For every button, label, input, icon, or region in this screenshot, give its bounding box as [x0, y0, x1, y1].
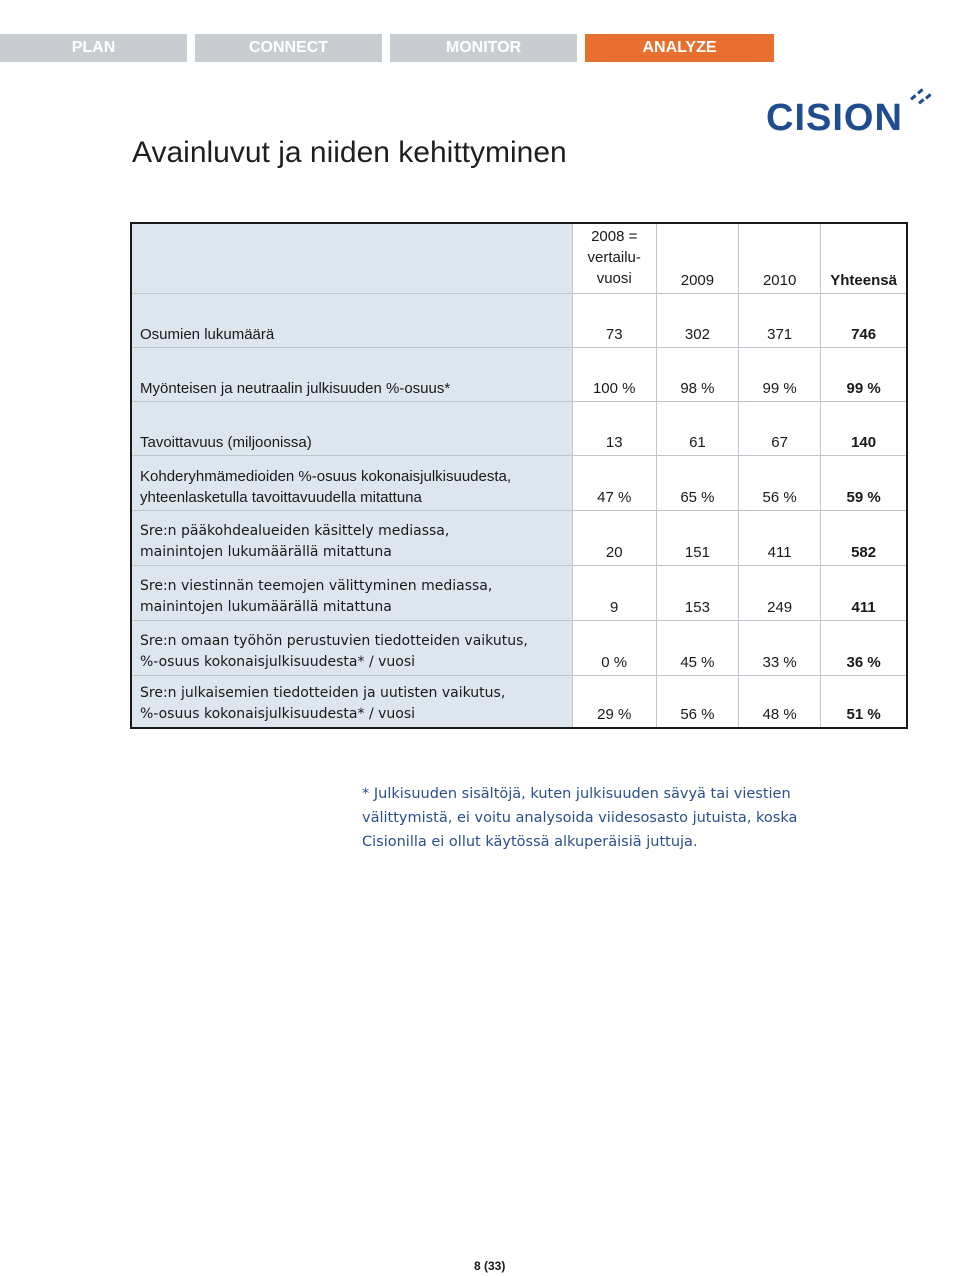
cell-total: 99 %	[821, 347, 907, 401]
row-label: Sre:n omaan työhön perustuvien tiedotteiden vaikutus, %-osuus kokonaisjulkisuudesta* / vuosi	[131, 620, 572, 675]
cell-total: 140	[821, 401, 907, 455]
cell-value: 100 %	[572, 347, 656, 401]
top-strip	[0, 0, 960, 4]
table-row	[131, 401, 907, 455]
cell-value: 98 %	[656, 347, 738, 401]
cell-value: 61	[656, 401, 738, 455]
cell-value: 56 %	[656, 675, 738, 728]
cell-value: 302	[656, 293, 738, 347]
cell-value: 47 %	[572, 455, 656, 510]
cell-value: 67	[739, 401, 821, 455]
footnote-line: * Julkisuuden sisältöjä, kuten julkisuuden sävyä tai viestien	[362, 786, 791, 802]
nav-tabs	[0, 34, 960, 62]
header-2008	[572, 223, 656, 293]
header-blank-cell	[131, 223, 572, 293]
row-label: Sre:n pääkohdealueiden käsittely mediassa, mainintojen lukumäärällä mitattuna	[131, 510, 572, 565]
cell-value: 13	[572, 401, 656, 455]
cell-total: 59 %	[821, 455, 907, 510]
page-number: 8 (33)	[474, 1259, 506, 1273]
tab-analyze[interactable]: ANALYZE	[585, 34, 774, 62]
cell-value: 9	[572, 565, 656, 620]
header-2008-line1: 2008 =	[591, 227, 638, 245]
cell-total: 51 %	[821, 675, 907, 728]
cell-value: 73	[572, 293, 656, 347]
footnote	[362, 782, 802, 854]
table-row	[131, 455, 907, 510]
table-row	[131, 347, 907, 401]
header-2009: 2009	[656, 223, 738, 293]
cell-value: 48 %	[739, 675, 821, 728]
cell-total: 411	[821, 565, 907, 620]
row-label: Myönteisen ja neutraalin julkisuuden %-osuus*	[131, 347, 572, 401]
row-label: Sre:n viestinnän teemojen välittyminen mediassa, mainintojen lukumäärällä mitattuna	[131, 565, 572, 620]
table-row	[131, 510, 907, 565]
cell-value: 56 %	[739, 455, 821, 510]
footnote-line: Cisionilla ei ollut käytössä alkuperäisiä juttuja.	[362, 834, 698, 850]
cell-value: 33 %	[739, 620, 821, 675]
row-label: Kohderyhmämedioiden %-osuus kokonaisjulkisuudesta, yhteenlasketulla tavoittavuudella mitattuna	[131, 455, 572, 510]
cision-logo	[766, 88, 936, 138]
cell-value: 0 %	[572, 620, 656, 675]
row-label: Osumien lukumäärä	[131, 293, 572, 347]
cell-value: 249	[739, 565, 821, 620]
cell-value: 411	[739, 510, 821, 565]
tab-connect[interactable]: CONNECT	[195, 34, 382, 62]
cell-value: 99 %	[739, 347, 821, 401]
row-label: Sre:n julkaisemien tiedotteiden ja uutisten vaikutus, %-osuus kokonaisjulkisuudesta* / vuosi	[131, 675, 572, 728]
cell-value: 151	[656, 510, 738, 565]
table-row	[131, 293, 907, 347]
header-2010: 2010	[739, 223, 821, 293]
cell-total: 36 %	[821, 620, 907, 675]
table-row	[131, 565, 907, 620]
footnote-line: välittymistä, ei voitu analysoida viidesosasto jutuista, koska	[362, 810, 798, 826]
cell-total: 746	[821, 293, 907, 347]
kpi-table	[130, 222, 908, 729]
tab-monitor[interactable]: MONITOR	[390, 34, 577, 62]
table-row	[131, 620, 907, 675]
table-header-row	[131, 223, 907, 293]
cell-value: 371	[739, 293, 821, 347]
cell-value: 65 %	[656, 455, 738, 510]
header-2008-line2: vertailu-	[587, 248, 641, 266]
cell-value: 29 %	[572, 675, 656, 728]
cell-value: 20	[572, 510, 656, 565]
cell-total: 582	[821, 510, 907, 565]
svg-text:CISION: CISION	[766, 97, 903, 138]
cell-value: 153	[656, 565, 738, 620]
table-row	[131, 675, 907, 728]
header-total: Yhteensä	[821, 223, 907, 293]
header-2008-line3: vuosi	[596, 269, 632, 287]
tab-plan[interactable]: PLAN	[0, 34, 187, 62]
cell-value: 45 %	[656, 620, 738, 675]
page-title: Avainluvut ja niiden kehittyminen	[132, 136, 567, 169]
row-label: Tavoittavuus (miljoonissa)	[131, 401, 572, 455]
